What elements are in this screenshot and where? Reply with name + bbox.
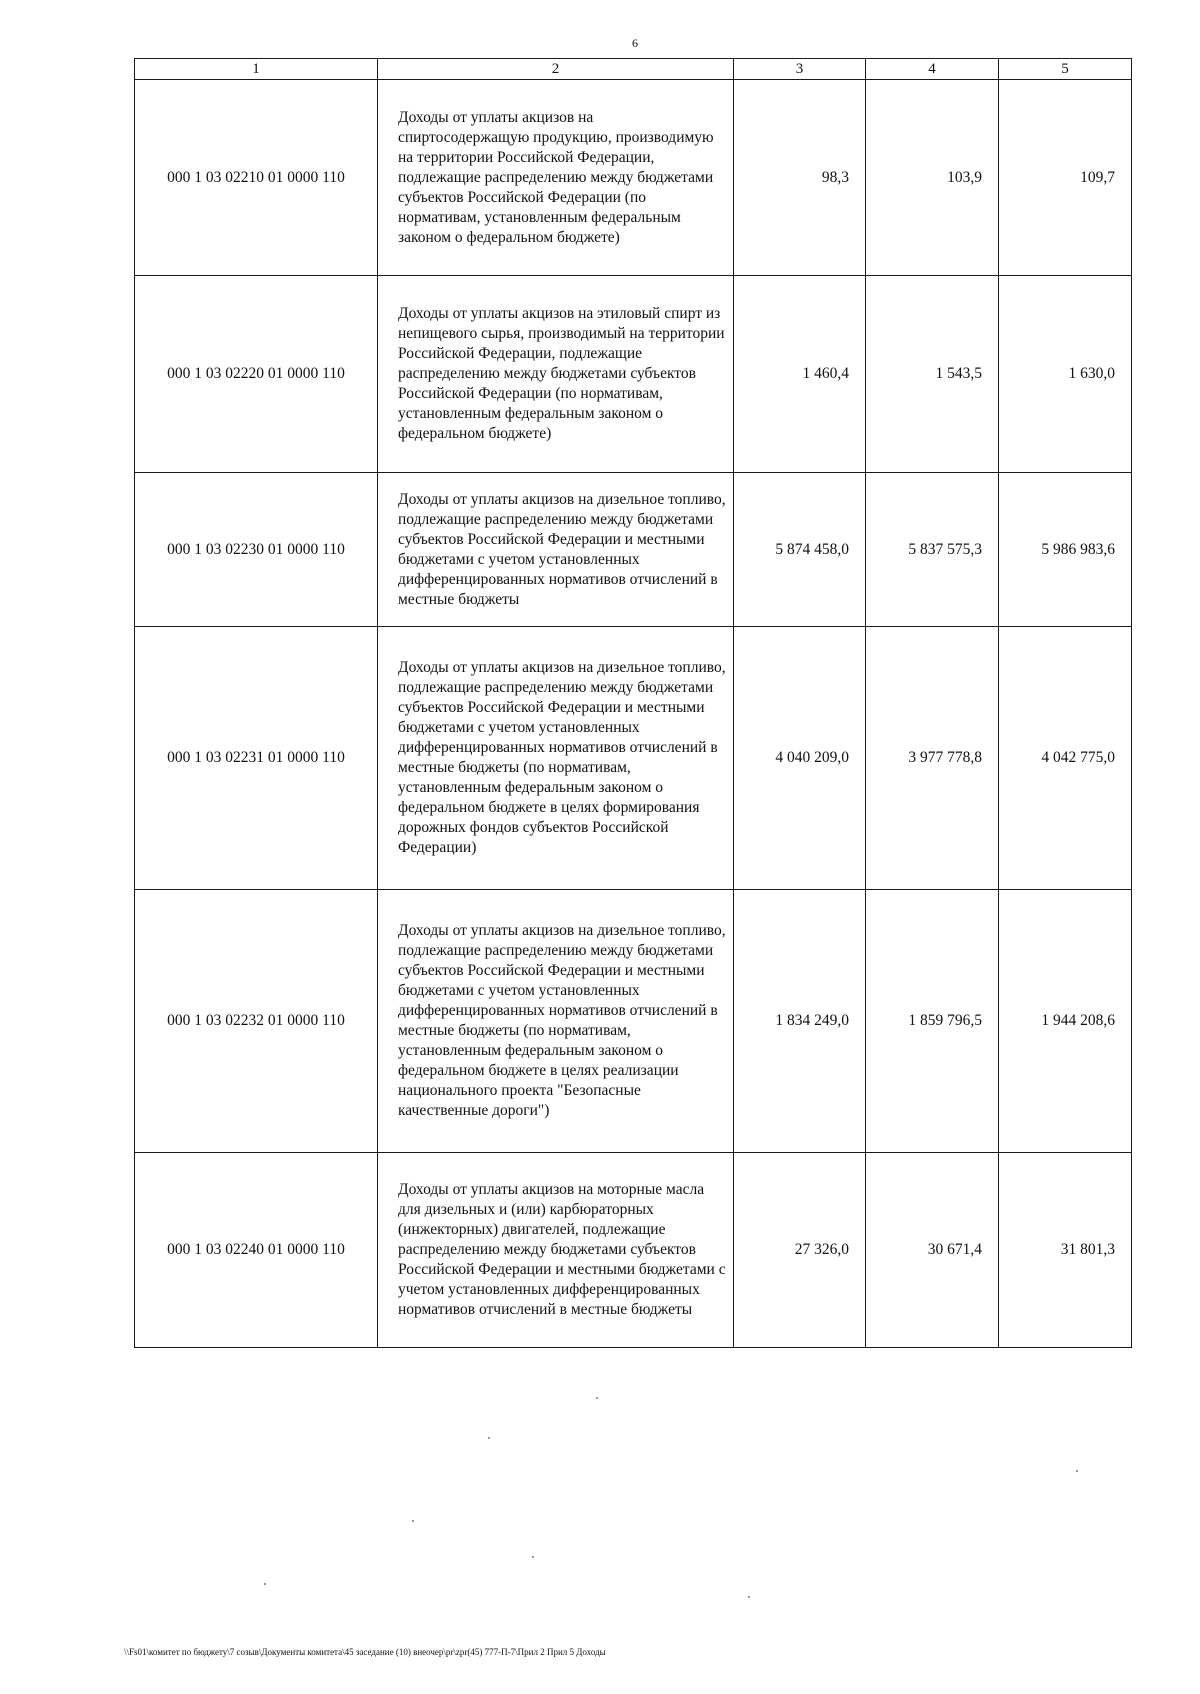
value-col4: 3 977 778,8 [866, 627, 999, 890]
value-col4: 103,9 [866, 80, 999, 276]
budget-code: 000 1 03 02210 01 0000 110 [135, 80, 378, 276]
revenue-description: Доходы от уплаты акцизов на дизельное топливо, подлежащие распределению между бюджетами субъектов Российской Федерации и местными бюджетами с учетом установленных дифференцированных нормативов отчислений в местные бюджеты [378, 473, 734, 627]
table-row [135, 1153, 1132, 1348]
value-col5: 5 986 983,6 [999, 473, 1132, 627]
revenue-description: Доходы от уплаты акцизов на дизельное топливо, подлежащие распределению между бюджетами субъектов Российской Федерации и местными бюджетами с учетом установленных дифференцированных нормативов отчислений в местные бюджеты (по нормативам, установленным федеральным законом о федеральном бюджете в целях реализации национального проекта "Безопасные качественные дороги") [378, 890, 734, 1153]
value-col3: 1 834 249,0 [734, 890, 866, 1153]
table-row [135, 80, 1132, 276]
column-header-2: 2 [378, 59, 734, 80]
revenue-description: Доходы от уплаты акцизов на моторные масла для дизельных и (или) карбюраторных (инжекторных) двигателей, подлежащие распределению между бюджетами субъектов Российской Федерации и местными бюджетами с учетом установленных дифференцированных нормативов отчислений в местные бюджеты [378, 1153, 734, 1348]
value-col4: 5 837 575,3 [866, 473, 999, 627]
value-col3: 4 040 209,0 [734, 627, 866, 890]
budget-code: 000 1 03 02232 01 0000 110 [135, 890, 378, 1153]
value-col3: 27 326,0 [734, 1153, 866, 1348]
value-col5: 1 944 208,6 [999, 890, 1132, 1153]
page-number: 6 [632, 36, 638, 50]
scan-speck [488, 1437, 490, 1439]
budget-code: 000 1 03 02220 01 0000 110 [135, 276, 378, 473]
column-header-5: 5 [999, 59, 1132, 80]
revenue-description: Доходы от уплаты акцизов на спиртосодержащую продукцию, производимую на территории Российской Федерации, подлежащие распределению между бюджетами субъектов Российской Федерации (по нормативам, установленным федеральным законом о федеральном бюджете) [378, 80, 734, 276]
table-row [135, 890, 1132, 1153]
table-row [135, 276, 1132, 473]
footer-file-path: \\Fs01\комитет по бюджету\7 созыв\Документы комитета\45 заседание (10) внеочер\pr\zpr(45) 777-П-7\Прил 2 Прил 5 Доходы [124, 1647, 606, 1657]
scan-speck [412, 1520, 414, 1522]
budget-code: 000 1 03 02240 01 0000 110 [135, 1153, 378, 1348]
value-col5: 109,7 [999, 80, 1132, 276]
value-col4: 1 543,5 [866, 276, 999, 473]
value-col5: 1 630,0 [999, 276, 1132, 473]
budget-code: 000 1 03 02230 01 0000 110 [135, 473, 378, 627]
value-col5: 4 042 775,0 [999, 627, 1132, 890]
value-col3: 5 874 458,0 [734, 473, 866, 627]
table-row [135, 473, 1132, 627]
revenue-description: Доходы от уплаты акцизов на дизельное топливо, подлежащие распределению между бюджетами субъектов Российской Федерации и местными бюджетами с учетом установленных дифференцированных нормативов отчислений в местные бюджеты (по нормативам, установленным федеральным законом о федеральном бюджете в целях формирования дорожных фондов субъектов Российской Федерации) [378, 627, 734, 890]
value-col4: 30 671,4 [866, 1153, 999, 1348]
column-number-row [135, 59, 1132, 80]
scan-speck [532, 1556, 534, 1558]
value-col3: 98,3 [734, 80, 866, 276]
scan-speck [264, 1583, 266, 1585]
revenue-table [134, 58, 1132, 1348]
column-header-1: 1 [135, 59, 378, 80]
value-col5: 31 801,3 [999, 1153, 1132, 1348]
scan-speck [1076, 1470, 1078, 1472]
column-header-3: 3 [734, 59, 866, 80]
value-col3: 1 460,4 [734, 276, 866, 473]
table-row [135, 627, 1132, 890]
scan-speck [596, 1397, 598, 1399]
value-col4: 1 859 796,5 [866, 890, 999, 1153]
column-header-4: 4 [866, 59, 999, 80]
budget-code: 000 1 03 02231 01 0000 110 [135, 627, 378, 890]
scan-speck [748, 1596, 750, 1598]
revenue-description: Доходы от уплаты акцизов на этиловый спирт из непищевого сырья, производимый на территории Российской Федерации, подлежащие распределению между бюджетами субъектов Российской Федерации (по нормативам, установленным федеральным законом о федеральном бюджете) [378, 276, 734, 473]
